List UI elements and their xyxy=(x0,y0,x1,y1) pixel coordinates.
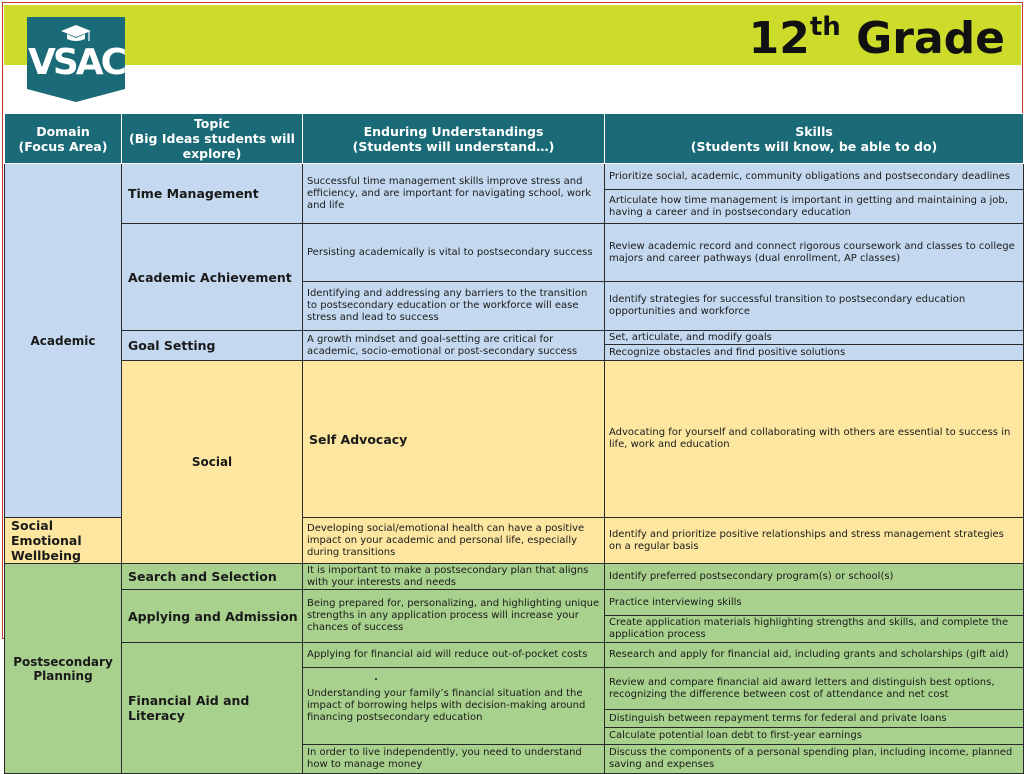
understanding-cell: Applying for financial aid will reduce out-of-pocket costs xyxy=(303,643,605,668)
skill-cell: Identify preferred postsecondary program(s) or school(s) xyxy=(605,564,1024,590)
topic-social-emotional: Social Emotional Wellbeing xyxy=(5,518,122,564)
understanding-cell: Being prepared for, personalizing, and highlighting unique strengths in any application process will increase your chances of success xyxy=(303,590,605,643)
table-row xyxy=(5,590,1024,616)
understanding-cell: Identifying and addressing any barriers to the transition to postsecondary education or the workforce will ease stress and lead to success xyxy=(303,282,605,331)
page-title: 12th Grade xyxy=(748,12,1005,64)
topic-search-selection: Search and Selection xyxy=(122,564,303,590)
skill-cell: Articulate how time management is important in getting and maintaining a job, having a career and in postsecondary education xyxy=(605,190,1024,224)
understanding-cell: Persisting academically is vital to postsecondary success xyxy=(303,224,605,282)
vsac-logo xyxy=(27,17,125,102)
skill-cell: Prioritize social, academic, community obligations and postsecondary deadlines xyxy=(605,164,1024,190)
title-banner xyxy=(4,5,1021,65)
stray-mark xyxy=(375,678,377,680)
understanding-cell: It is important to make a postsecondary plan that aligns with your interests and needs xyxy=(303,564,605,590)
domain-postsecondary: Postsecondary Planning xyxy=(5,564,122,774)
understanding-cell: Advocating for yourself and collaborating with others are essential to success in life, work and education xyxy=(605,361,1024,518)
skill-cell: Create application materials highlighting strengths and skills, and complete the application process xyxy=(605,616,1024,643)
topic-goal-setting: Goal Setting xyxy=(122,331,303,361)
understanding-cell: Successful time management skills improve stress and efficiency, and are important for navigating school, work and life xyxy=(303,164,605,224)
skill-cell: Distinguish between repayment terms for federal and private loans xyxy=(605,710,1024,728)
understanding-cell: Understanding your family’s financial situation and the impact of borrowing helps with decision-making around financing postsecondary education xyxy=(303,668,605,745)
skill-cell: Calculate potential loan debt to first-year earnings xyxy=(605,728,1024,745)
topic-self-advocacy: Self Advocacy xyxy=(303,361,605,518)
skill-cell: Discuss the components of a personal spending plan, including income, planned saving and expenses xyxy=(605,745,1024,774)
understanding-cell: In order to live independently, you need to understand how to manage money xyxy=(303,745,605,774)
domain-academic: Academic xyxy=(5,164,122,518)
table-row xyxy=(5,361,1024,518)
table-row xyxy=(5,224,1024,282)
table-row xyxy=(5,643,1024,668)
topic-header: Topic (Big Ideas students will explore) xyxy=(122,114,303,164)
skill-cell: Recognize obstacles and find positive solutions xyxy=(605,345,1024,361)
skill-cell: Research and apply for financial aid, including grants and scholarships (gift aid) xyxy=(605,643,1024,668)
skill-cell: Practice interviewing skills xyxy=(605,590,1024,616)
understanding-cell: A growth mindset and goal-setting are critical for academic, socio-emotional or post-secondary success xyxy=(303,331,605,361)
understanding-cell: Developing social/emotional health can have a positive impact on your academic and personal life, especially during transitions xyxy=(303,518,605,564)
logo-wordmark: VSAC xyxy=(27,42,125,83)
table-row xyxy=(5,331,1024,345)
topic-applying-admission: Applying and Admission xyxy=(122,590,303,643)
understandings-header: Enduring Understandings (Students will understand…) xyxy=(303,114,605,164)
domain-header: Domain (Focus Area) xyxy=(5,114,122,164)
skills-header: Skills (Students will know, be able to do) xyxy=(605,114,1024,164)
curriculum-table xyxy=(4,113,1024,774)
skill-cell: Identify strategies for successful transition to postsecondary education opportunities and workforce xyxy=(605,282,1024,331)
topic-financial-aid: Financial Aid and Literacy xyxy=(122,643,303,774)
skill-cell: Review academic record and connect rigorous coursework and classes to college majors and career pathways (dual enrollment, AP classes) xyxy=(605,224,1024,282)
table-row xyxy=(5,164,1024,190)
table-row xyxy=(5,564,1024,590)
skill-cell: Set, articulate, and modify goals xyxy=(605,331,1024,345)
topic-time-management: Time Management xyxy=(122,164,303,224)
domain-social: Social xyxy=(122,361,303,564)
header-row xyxy=(5,114,1024,164)
skill-cell: Review and compare financial aid award letters and distinguish best options, recognizing the difference between cost of attendance and net cost xyxy=(605,668,1024,710)
topic-academic-achievement: Academic Achievement xyxy=(122,224,303,331)
skill-cell: Identify and prioritize positive relationships and stress management strategies on a regular basis xyxy=(605,518,1024,564)
